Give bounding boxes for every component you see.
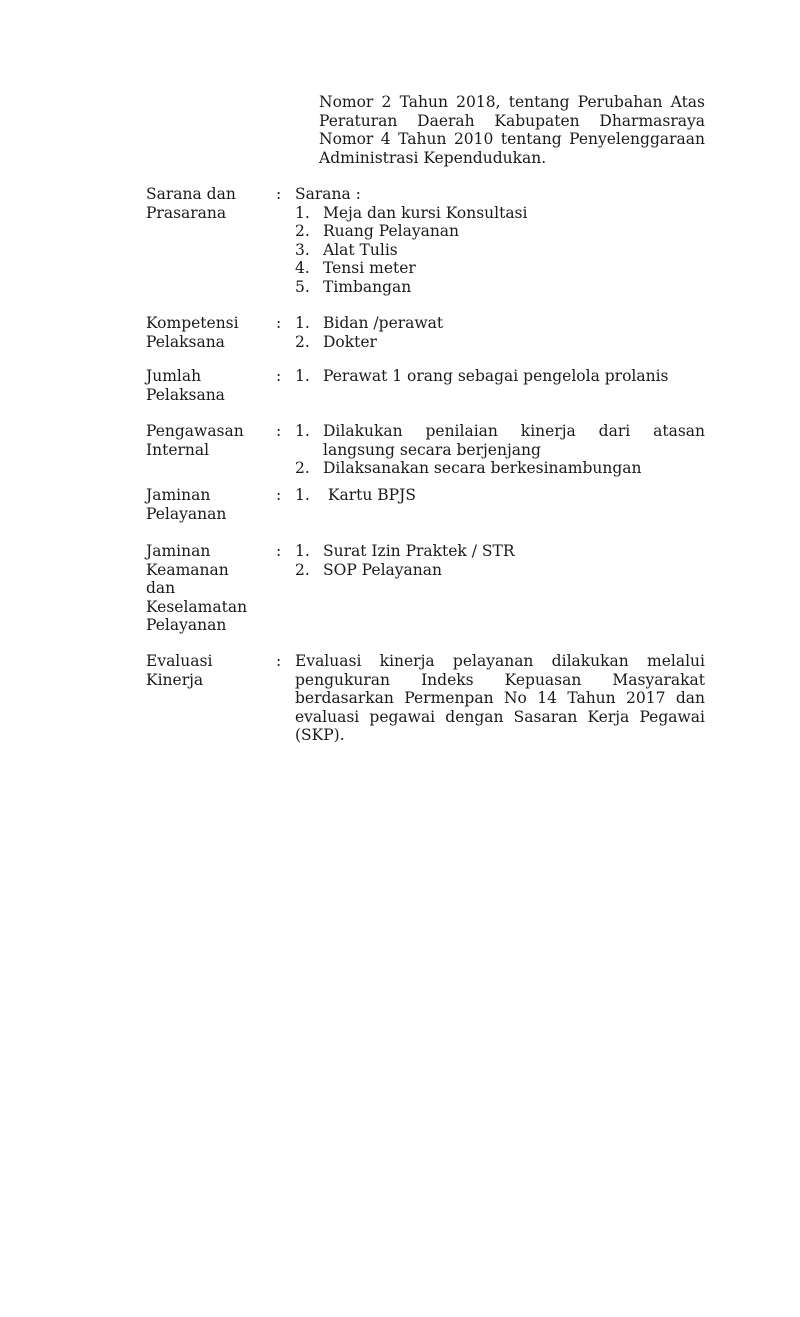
section-content	[295, 185, 705, 297]
list-item: 4. Tensi meter	[295, 259, 416, 278]
paragraph-line: evaluasi pegawai dengan Sasaran Kerja Pegawai	[295, 707, 705, 726]
paragraph-line: (SKP).	[295, 726, 345, 745]
jaminan-pelayanan-list	[295, 486, 705, 505]
section-label: Jaminan Pelayanan	[146, 486, 227, 523]
intro-line: Administrasi Kependudukan.	[319, 148, 547, 167]
list-item: 5. Timbangan	[295, 277, 412, 296]
colon-separator: :	[276, 185, 282, 203]
section-label: Jaminan Keamanan dan Keselamatan Pelayanan	[146, 542, 248, 635]
section-label: Jumlah Pelaksana	[146, 367, 225, 404]
list-item: 1. Kartu BPJS	[295, 486, 416, 504]
intro-paragraph	[319, 93, 705, 167]
list-item: 2. SOP Pelayanan	[295, 560, 442, 579]
evaluasi-paragraph	[295, 652, 705, 745]
sarana-list	[295, 204, 705, 297]
section-content	[295, 486, 705, 505]
list-item: 2. Dilaksanakan secara berkesinambungan	[295, 459, 642, 478]
section-label: Evaluasi Kinerja	[146, 652, 213, 689]
section-content	[295, 542, 705, 579]
section-content	[295, 367, 705, 386]
jumlah-list	[295, 367, 705, 386]
list-item: 2. Dokter	[295, 332, 377, 351]
list-item: 1. Meja dan kursi Konsultasi	[295, 203, 528, 222]
colon-separator: :	[276, 542, 282, 560]
section-content	[295, 422, 705, 478]
paragraph-line: Evaluasi kinerja pelayanan dilakukan melalui	[295, 652, 705, 670]
list-item: 1. Dilakukan penilaian kinerja dari atasan langsung secara berjenjang	[295, 422, 705, 459]
colon-separator: :	[276, 367, 282, 385]
pengawasan-list	[295, 422, 705, 478]
section-content	[295, 314, 705, 351]
paragraph-line: pengukuran Indeks Kepuasan Masyarakat	[295, 670, 705, 689]
colon-separator: :	[276, 486, 282, 504]
colon-separator: :	[276, 652, 282, 670]
list-item: 1. Perawat 1 orang sebagai pengelola prolanis	[295, 367, 669, 385]
intro-line: Nomor 2 Tahun 2018, tentang Perubahan Atas	[319, 93, 705, 111]
list-item: 3. Alat Tulis	[295, 240, 398, 259]
section-label: Sarana dan Prasarana	[146, 185, 236, 222]
list-item: 1. Bidan /perawat	[295, 314, 444, 332]
colon-separator: :	[276, 422, 282, 440]
intro-line: Nomor 4 Tahun 2010 tentang Penyelenggaraan	[319, 130, 705, 149]
intro-line: Peraturan Daerah Kabupaten Dharmasraya	[319, 111, 705, 130]
colon-separator: :	[276, 314, 282, 332]
sarana-heading: Sarana :	[295, 185, 361, 203]
section-label: Kompetensi Pelaksana	[146, 314, 239, 351]
list-item: 2. Ruang Pelayanan	[295, 222, 460, 241]
jaminan-keamanan-list	[295, 542, 705, 579]
paragraph-line: berdasarkan Permenpan No 14 Tahun 2017 dan	[295, 689, 705, 708]
kompetensi-list	[295, 314, 705, 351]
list-item: 1. Surat Izin Praktek / STR	[295, 542, 515, 560]
section-label: Pengawasan Internal	[146, 422, 244, 459]
